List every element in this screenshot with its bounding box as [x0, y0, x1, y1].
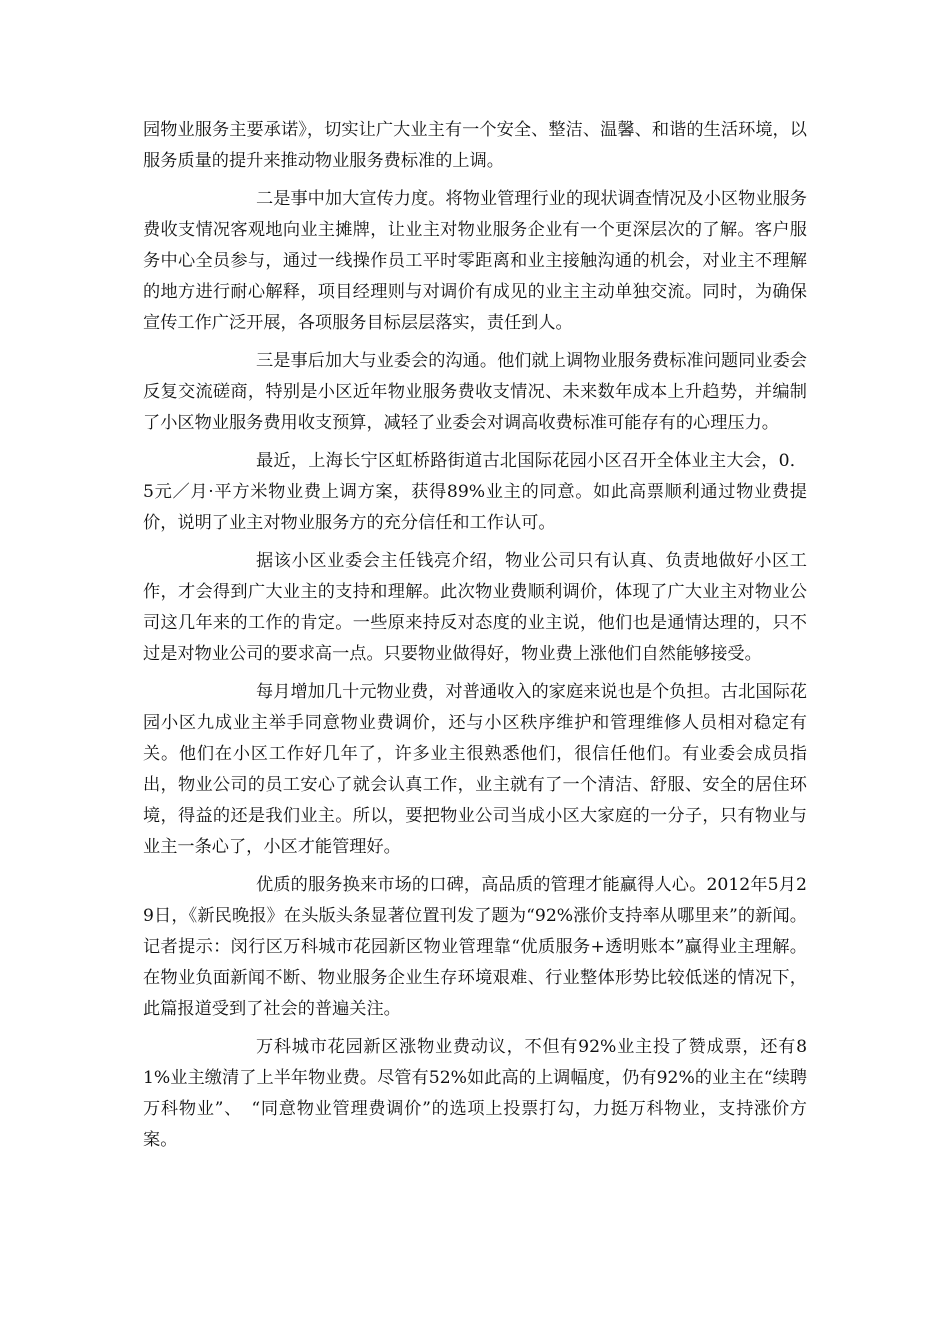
paragraph-7: 优质的服务换来市场的口碑，高品质的管理才能赢得人心。2012年5月29日，《新民晚报》在头版头条显著位置刊发了题为“92%涨价支持率从哪里来”的新闻。记者提示：闵行区万科城市花园新区物业管理靠“优质服务+透明账本”赢得业主理解。在物业负面新闻不断、物业服务企业生存环境艰难、行业整体形势比较低迷的情况下，此篇报道受到了社会的普遍关注。	[143, 875, 807, 1019]
document-page	[143, 115, 807, 1163]
paragraph-6: 每月增加几十元物业费，对普通收入的家庭来说也是个负担。古北国际花园小区九成业主举手同意物业费调价，还与小区秩序维护和管理维修人员相对稳定有关。他们在小区工作好几年了，许多业主很熟悉他们，很信任他们。有业委会成员指出，物业公司的员工安心了就会认真工作，业主就有了一个清洁、舒服、安全的居住环境，得益的还是我们业主。所以，要把物业公司当成小区大家庭的一分子，只有物业与业主一条心了，小区才能管理好。	[143, 682, 807, 857]
paragraph-4: 最近，上海长宁区虹桥路街道古北国际花园小区召开全体业主大会，0．5元／月·平方米物业费上调方案，获得89%业主的同意。如此高票顺利通过物业费提价，说明了业主对物业服务方的充分信任和工作认可。	[143, 451, 807, 533]
paragraph-5: 据该小区业委会主任钱亮介绍，物业公司只有认真、负责地做好小区工作，才会得到广大业主的支持和理解。此次物业费顺利调价，体现了广大业主对物业公司这几年来的工作的肯定。一些原来持反对态度的业主说，他们也是通情达理的，只不过是对物业公司的要求高一点。只要物业做得好，物业费上涨他们自然能够接受。	[143, 551, 807, 664]
paragraph-1: 园物业服务主要承诺》，切实让广大业主有一个安全、整洁、温馨、和谐的生活环境，以服务质量的提升来推动物业服务费标准的上调。	[143, 120, 807, 171]
paragraph-3: 三是事后加大与业委会的沟通。他们就上调物业服务费标准问题同业委会反复交流磋商，特别是小区近年物业服务费收支情况、未来数年成本上升趋势，并编制了小区物业服务费用收支预算，减轻了业委会对调高收费标准可能存有的心理压力。	[143, 351, 807, 433]
paragraph-8: 万科城市花园新区涨物业费动议，不但有92%业主投了赞成票，还有81%业主缴清了上半年物业费。尽管有52%如此高的上调幅度，仍有92%的业主在“续聘万科物业”、 “同意物业管理费调价”的选项上投票打勾，力挺万科物业，支持涨价方案。	[143, 1037, 807, 1150]
paragraph-2: 二是事中加大宣传力度。将物业管理行业的现状调查情况及小区物业服务费收支情况客观地向业主摊牌，让业主对物业服务企业有一个更深层次的了解。客户服务中心全员参与，通过一线操作员工平时零距离和业主接触沟通的机会，对业主不理解的地方进行耐心解释，项目经理则与对调价有成见的业主主动单独交流。同时，为确保宣传工作广泛开展，各项服务目标层层落实，责任到人。	[143, 189, 807, 333]
